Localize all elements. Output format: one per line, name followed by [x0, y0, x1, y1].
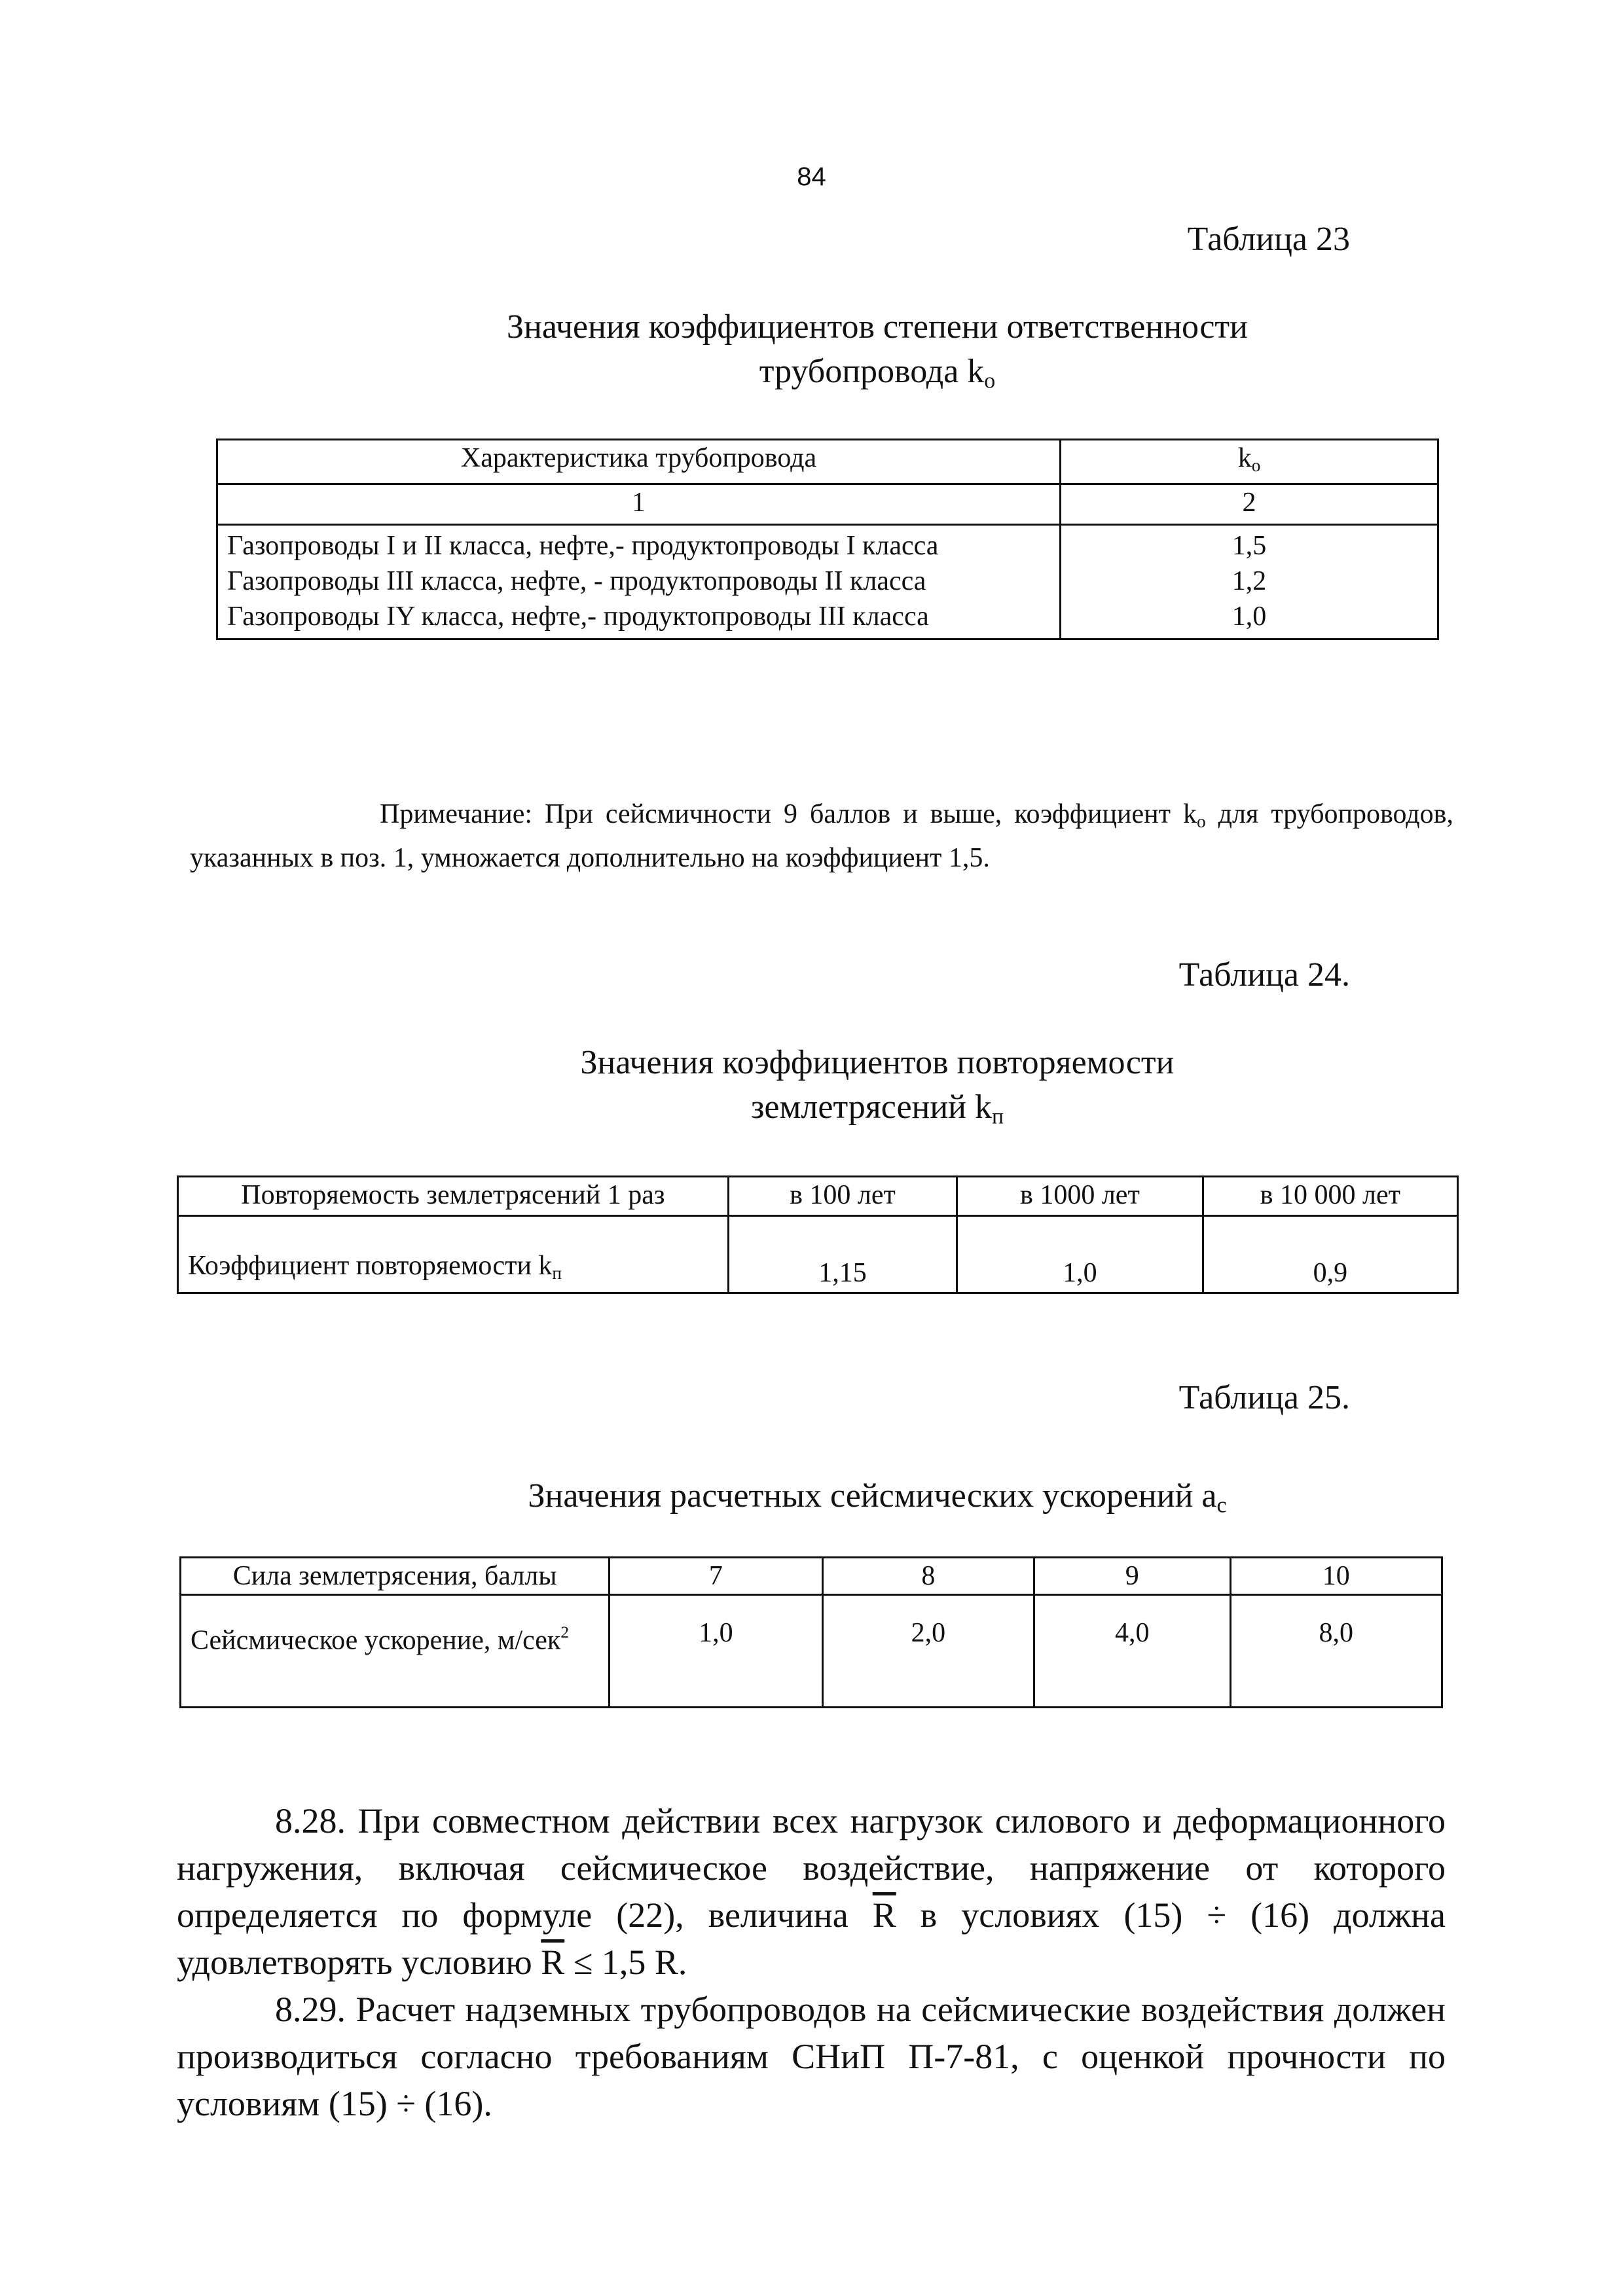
- table-25-row1-value: 8: [822, 1558, 1034, 1595]
- table-23: [216, 439, 1439, 640]
- table-25-row1-value: 10: [1230, 1558, 1442, 1595]
- table-23-title: [327, 305, 1427, 403]
- table-24-row1-label: Повторяемость землетрясений 1 раз: [178, 1177, 729, 1216]
- table-25-row1-value: 9: [1034, 1558, 1230, 1595]
- table-24-title-line1: Значения коэффициентов повторяемости: [580, 1044, 1175, 1081]
- table-23-caption: Таблица 23: [1187, 221, 1350, 258]
- table-23-colnum-1: 1: [217, 484, 1061, 524]
- paragraph-8-29: 8.29. Расчет надземных трубопроводов на сейсмические воздействия должен производиться согласно требованиям СНиП П-7-81, с оценкой прочности по условиям (15) ÷ (16).: [177, 1990, 1446, 2123]
- table-24: [177, 1175, 1459, 1294]
- table-25-row2-label: Сейсмическое ускорение, м/сек$^2$: [181, 1595, 610, 1708]
- table-23-colnum-2: 2: [1061, 484, 1438, 524]
- table-24-caption: Таблица 24.: [1178, 956, 1350, 994]
- table-23-note: Примечание: При сейсмичности 9 баллов и выше, коэффициент $k_o$ для трубопроводов, указанных в поз. 1, умножается дополнительно на коэффициент 1,5.: [190, 799, 1453, 873]
- table-25-row1-label: Сила землетрясения, баллы: [181, 1558, 610, 1595]
- table-25: [179, 1556, 1443, 1708]
- table-25-row2-value: 1,0: [610, 1595, 822, 1708]
- table-23-row-value: 1,0: [1061, 599, 1438, 639]
- table-24-row1-value: в 1000 лет: [957, 1177, 1203, 1216]
- table-25-row2-value: 2,0: [822, 1595, 1034, 1708]
- table-23-row-value: 1,2: [1061, 564, 1438, 599]
- table-row: [217, 564, 1438, 599]
- table-23-row-desc: Газопроводы III класса, нефте, - продуктопроводы II класса: [217, 564, 1061, 599]
- table-25-caption: Таблица 25.: [1178, 1379, 1350, 1416]
- table-24-row2-value: 1,0: [957, 1216, 1203, 1293]
- body-text: [177, 1797, 1446, 2127]
- table-row: [217, 524, 1438, 564]
- paragraph-8-28: 8.28. При совместном действии всех нагрузок силового и деформационного нагружения, включая сейсмическое воздействие, напряжение от которого определяется по формуле (22), величина $\overline{R}$ в условиях (15) ÷ (16) должна удовлетворять условию $\overline{R} \le 1,5$ R.: [177, 1801, 1446, 1982]
- table-25-row1-value: 7: [610, 1558, 822, 1595]
- table-23-row-value: 1,5: [1061, 524, 1438, 564]
- table-23-header-ko: $k_o$: [1061, 440, 1438, 484]
- table-23-row-desc: Газопроводы I и II класса, нефте,- продуктопроводы I класса: [217, 524, 1061, 564]
- table-24-title-line2: землетрясений $k_п$: [750, 1088, 1004, 1129]
- table-24-row2-value: 0,9: [1203, 1216, 1457, 1293]
- table-24-title: [327, 1041, 1427, 1139]
- table-23-row-desc: Газопроводы IY класса, нефте,- продуктопроводы III класса: [217, 599, 1061, 639]
- table-25-row2-value: 4,0: [1034, 1595, 1230, 1708]
- table-23-title-line1: Значения коэффициентов степени ответственности: [507, 308, 1248, 346]
- table-23-title-line2: трубопровода $k_o$: [759, 353, 996, 393]
- table-24-row2-label: Коэффициент повторяемости $k_п$: [178, 1216, 729, 1293]
- table-24-row1-value: в 10 000 лет: [1203, 1177, 1457, 1216]
- table-25-row2-value: 8,0: [1230, 1595, 1442, 1708]
- page-number: 84: [797, 162, 826, 191]
- table-24-row1-value: в 100 лет: [728, 1177, 957, 1216]
- table-24-row2-value: 1,15: [728, 1216, 957, 1293]
- table-row: [217, 599, 1438, 639]
- table-25-title: Значения расчетных сейсмических ускорений $a_c$: [528, 1477, 1227, 1518]
- table-23-header-characteristic: Характеристика трубопровода: [217, 440, 1061, 484]
